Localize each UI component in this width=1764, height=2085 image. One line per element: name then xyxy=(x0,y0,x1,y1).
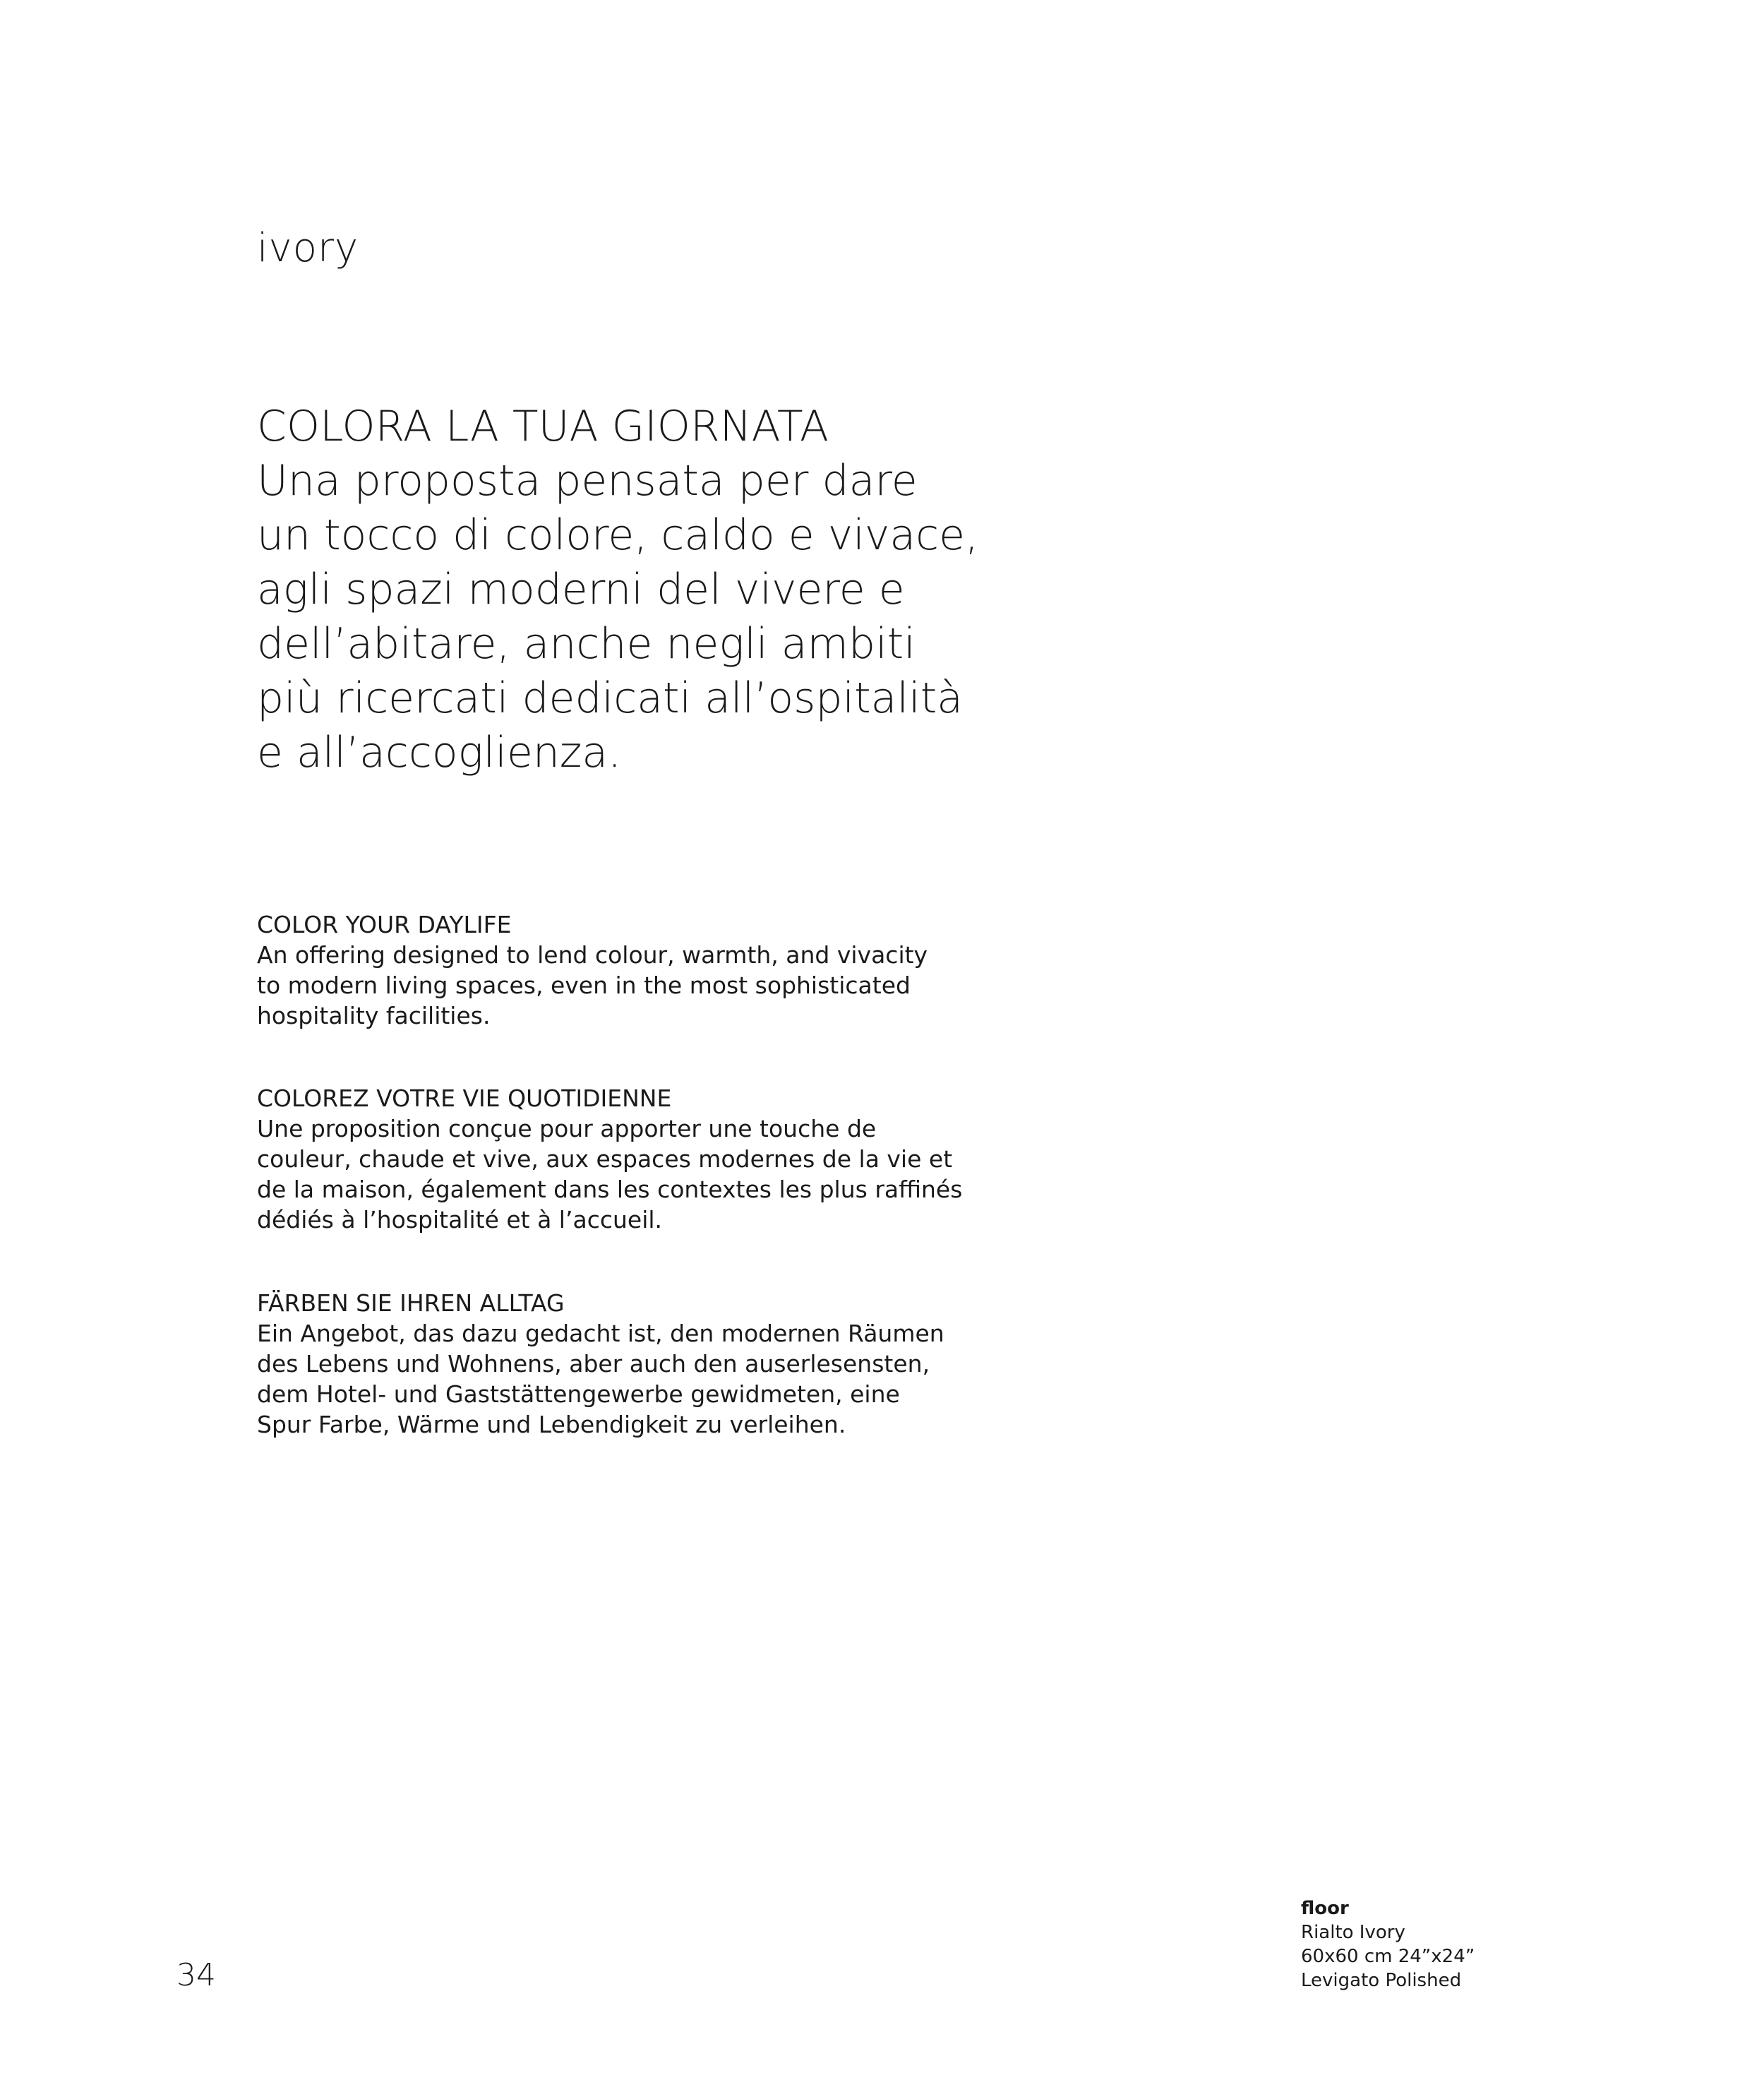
italian-body-line: e all’accoglienza. xyxy=(257,728,622,777)
italian-body-line: dell’abitare, anche negli ambiti xyxy=(257,619,916,669)
italian-body-line: Una proposta pensata per dare xyxy=(257,456,918,506)
german-text-block xyxy=(257,1288,963,1440)
french-body xyxy=(257,1113,963,1235)
caption-finish: Levigato Polished xyxy=(1301,1970,1462,1991)
english-body-line: to modern living spaces, even in the most sophisticated xyxy=(257,972,911,999)
caption-size: 60x60 cm 24”x24” xyxy=(1301,1946,1475,1967)
french-body-line: de la maison, également dans les contextes les plus raffinés xyxy=(257,1176,963,1203)
italian-body-line: agli spazi moderni del vivere e xyxy=(257,565,905,614)
english-heading: COLOR YOUR DAYLIFE xyxy=(257,911,512,938)
caption-title: floor xyxy=(1301,1898,1349,1919)
english-body-line: hospitality facilities. xyxy=(257,1002,491,1029)
german-body-line: Ein Angebot, das dazu gedacht ist, den modernen Räumen xyxy=(257,1320,944,1347)
english-body xyxy=(257,940,963,1031)
french-body-line: Une proposition conçue pour apporter une touche de xyxy=(257,1115,877,1142)
french-body-line: dédiés à l’hospitalité et à l’accueil. xyxy=(257,1206,663,1233)
product-caption xyxy=(1301,1896,1475,1993)
section-label: ivory xyxy=(257,225,359,271)
italian-body-line: un tocco di colore, caldo e vivace, xyxy=(257,510,979,560)
italian-body xyxy=(257,454,979,780)
french-body-line: couleur, chaude et vive, aux espaces modernes de la vie et xyxy=(257,1145,953,1173)
italian-heading: COLORA LA TUA GIORNATA xyxy=(257,402,829,451)
german-body-line: des Lebens und Wohnens, aber auch den auserlesensten, xyxy=(257,1350,930,1378)
page-number: 34 xyxy=(176,1957,216,1993)
italian-body-line: più ricercati dedicati all’ospitalità xyxy=(257,674,964,723)
german-body-line: dem Hotel- und Gaststättengewerbe gewidmeten, eine xyxy=(257,1380,900,1408)
german-heading: FÄRBEN SIE IHREN ALLTAG xyxy=(257,1289,565,1317)
french-heading: COLOREZ VOTRE VIE QUOTIDIENNE xyxy=(257,1085,672,1112)
english-text-block xyxy=(257,909,963,1031)
caption-product: Rialto Ivory xyxy=(1301,1922,1405,1943)
german-body xyxy=(257,1318,963,1440)
italian-text-block xyxy=(257,400,979,780)
english-body-line: An offering designed to lend colour, warmth, and vivacity xyxy=(257,941,928,969)
french-text-block xyxy=(257,1083,963,1235)
german-body-line: Spur Farbe, Wärme und Lebendigkeit zu verleihen. xyxy=(257,1411,846,1438)
